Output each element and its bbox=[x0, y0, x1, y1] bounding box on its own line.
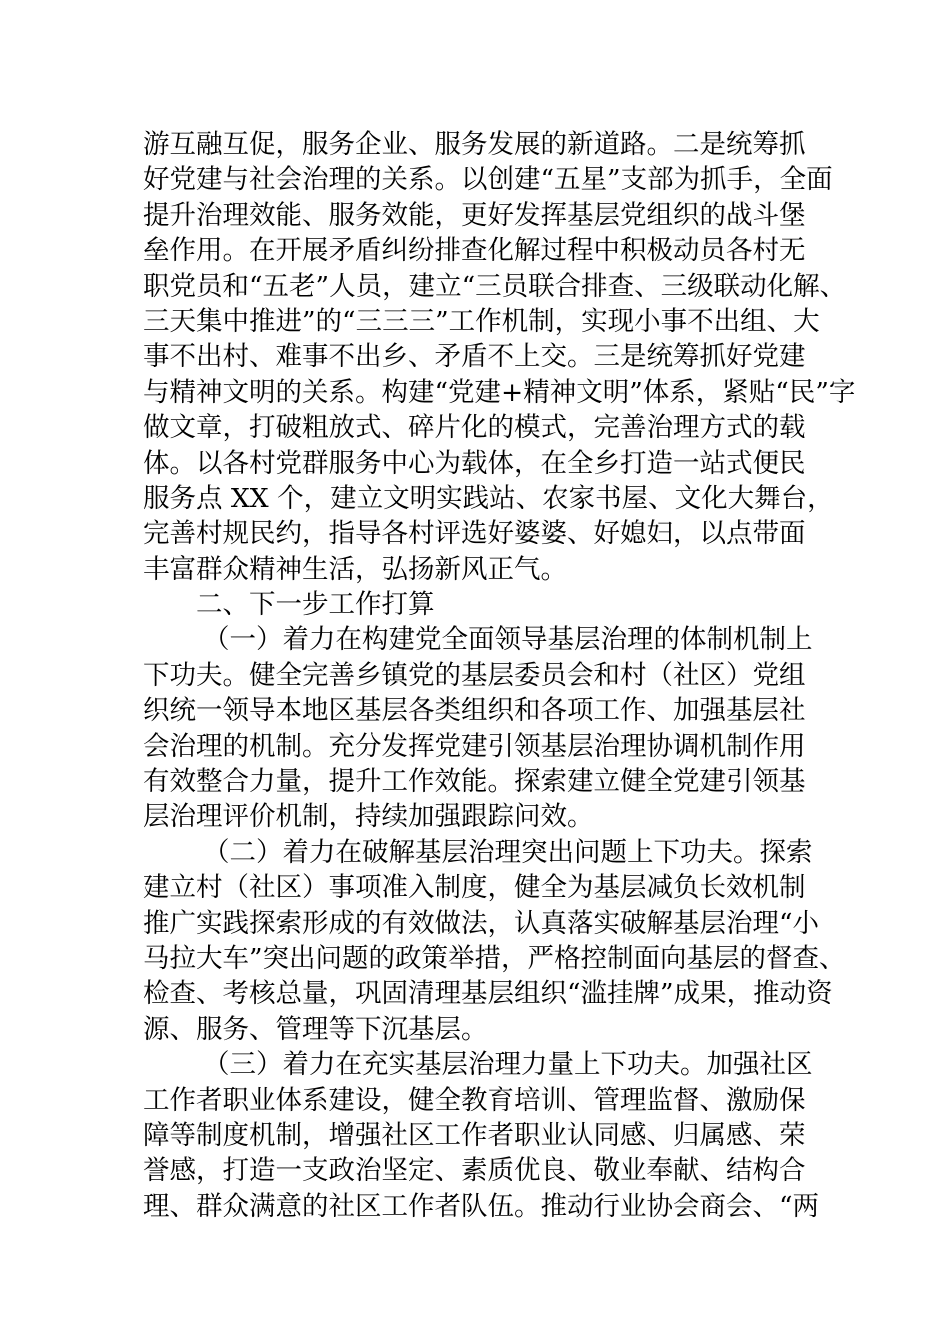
text-line: 完善村规民约，指导各村评选好婆婆、好媳妇，以点带面 bbox=[143, 518, 806, 550]
text-line: 职党员和“五老”人员，建立“三员联合排查、三级联动化解、 bbox=[143, 270, 847, 302]
paragraph-first-line: （一）着力在构建党全面领导基层治理的体制机制上 bbox=[203, 624, 813, 656]
text-line: 做文章，打破粗放式、碎片化的模式，完善治理方式的载 bbox=[143, 412, 806, 444]
text-line: 誉感，打造一支政治坚定、素质优良、敬业奉献、结构合 bbox=[143, 1155, 806, 1187]
text-line: 推广实践探索形成的有效做法，认真落实破解基层治理“小 bbox=[143, 907, 820, 939]
text-line: 游互融互促，服务企业、服务发展的新道路。二是统筹抓 bbox=[143, 129, 806, 160]
text-line: 层治理评价机制，持续加强跟踪问效。 bbox=[143, 801, 594, 833]
text-line: 与精神文明的关系。构建“党建+精神文明”体系，紧贴“民”字 bbox=[143, 376, 856, 408]
text-line: 垒作用。在开展矛盾纠纷排查化解过程中积极动员各村无 bbox=[143, 235, 806, 267]
text-line: 检查、考核总量，巩固清理基层组织“滥挂牌”成果，推动资 bbox=[143, 978, 833, 1010]
text-line: 马拉大车”突出问题的政策举措，严格控制面向基层的督查、 bbox=[143, 942, 846, 974]
text-line: 事不出村、难事不出乡、矛盾不上交。三是统筹抓好党建 bbox=[143, 341, 806, 373]
paragraph-first-line: （三）着力在充实基层治理力量上下功夫。加强社区 bbox=[203, 1049, 813, 1081]
text-line: 工作者职业体系建设，健全教育培训、管理监督、激励保 bbox=[143, 1084, 806, 1116]
text-line: 有效整合力量，提升工作效能。探索建立健全党建引领基 bbox=[143, 766, 806, 798]
paragraph-first-line: （二）着力在破解基层治理突出问题上下功夫。探索 bbox=[203, 836, 813, 868]
text-line: 织统一领导本地区基层各类组织和各项工作、加强基层社 bbox=[143, 695, 806, 727]
text-line: 理、群众满意的社区工作者队伍。推动行业协会商会、“两 bbox=[143, 1190, 820, 1222]
text-line: 体。以各村党群服务中心为载体，在全乡打造一站式便民 bbox=[143, 447, 806, 479]
text-line: 源、服务、管理等下沉基层。 bbox=[143, 1013, 488, 1045]
document-body bbox=[143, 127, 856, 1224]
text-line: 服务点 XX 个，建立文明实践站、农家书屋、文化大舞台， bbox=[143, 482, 834, 514]
text-line: 提升治理效能、服务效能，更好发挥基层党组织的战斗堡 bbox=[143, 199, 806, 231]
text-line: 三天集中推进”的“三三三”工作机制，实现小事不出组、大 bbox=[143, 305, 820, 337]
section-heading: 二、下一步工作打算 bbox=[196, 589, 435, 621]
text-line: 建立村（社区）事项准入制度，健全为基层减负长效机制 bbox=[143, 872, 806, 904]
text-line: 障等制度机制，增强社区工作者职业认同感、归属感、荣 bbox=[143, 1119, 806, 1151]
text-line: 会治理的机制。充分发挥党建引领基层治理协调机制作用 bbox=[143, 730, 806, 762]
text-line: 丰富群众精神生活，弘扬新风正气。 bbox=[143, 553, 567, 585]
text-line: 下功夫。健全完善乡镇党的基层委员会和村（社区）党组 bbox=[143, 659, 806, 691]
text-line: 好党建与社会治理的关系。以创建“五星”支部为抓手，全面 bbox=[143, 164, 833, 196]
